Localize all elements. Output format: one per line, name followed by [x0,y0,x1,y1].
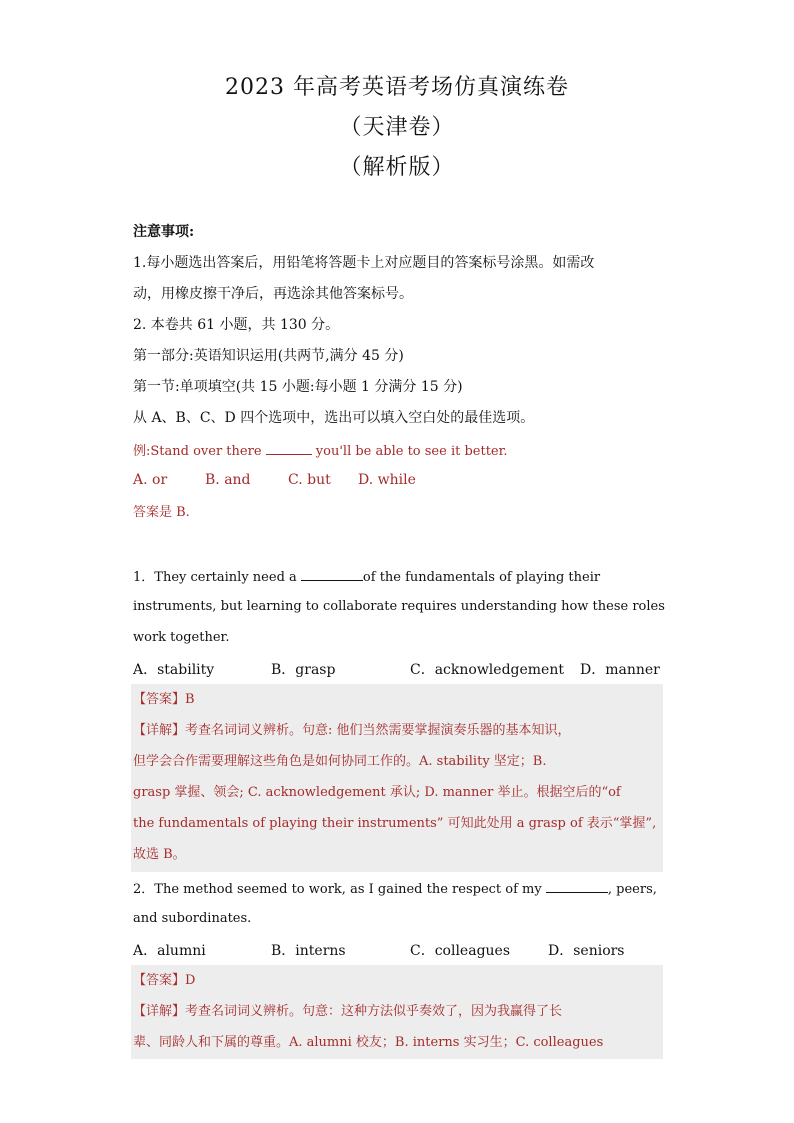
question-1-analysis-box [131,684,663,872]
question-2-answer: 【答案】D [133,973,196,988]
question-1-stem-a: 1．They certainly need a [133,570,297,585]
question-1-explain-line4: the fundamentals of playing their instruments” 可知此处用 a grasp of 表示“掌握”, [133,816,657,831]
question-2-option-a: A．alumni [133,943,206,959]
question-2-stem-line1 [133,878,657,900]
example-stem [133,440,508,462]
question-1-explain-line5: 故选 B。 [133,847,186,862]
question-2-explain-line2: 辈、同龄人和下属的尊重。A. alumni 校友；B. interns 实习生；C. colleagues [133,1035,604,1050]
example-blank [266,440,312,455]
question-2-stem-line2: and subordinates. [133,911,252,926]
example-stem-b: you'll be able to see it better. [315,444,508,459]
example-stem-a: Stand over there [150,444,262,459]
page-subtitle-region: （天津卷） [339,115,455,140]
question-1-option-a: A．stability [133,662,215,678]
example-option-b: B. and [205,472,251,488]
question-2-explain-line1: 【详解】考查名词词义辨析。句意：这种方法似乎奏效了，因为我赢得了长 [133,1004,563,1019]
question-1-stem-line2: instruments, but learning to collaborate requires understanding how these roles [133,599,665,614]
question-2-option-c: C．colleagues [410,943,511,959]
example-option-c: C. but [288,472,331,488]
notice-item2: 2. 本卷共 61 小题，共 130 分。 [133,317,340,333]
page-title: 2023 年高考英语考场仿真演练卷 [225,75,569,100]
question-1-answer: 【答案】B [133,692,195,707]
notice-heading: 注意事项: [133,224,195,240]
question-1-stem-line3: work together. [133,630,230,645]
example-prefix: 例: [133,444,151,459]
question-2-stem-b: , peers, [607,882,657,897]
question-1-option-d: D．manner [580,662,660,678]
question-1-explain-line2: 但学会合作需要理解这些角色是如何协同工作的。A. stability 坚定；B. [133,754,547,769]
question-1-explain-line3: grasp 掌握、领会; C. acknowledgement 承认; D. manner 举止。根据空后的“of [133,785,621,800]
example-option-d: D. while [358,472,416,488]
part1-heading: 第一部分:英语知识运用(共两节,满分 45 分) [133,348,404,364]
page-subtitle-version: （解析版） [339,155,455,180]
example-option-a: A. or [133,472,168,488]
question-1-stem-line1 [133,566,600,588]
question-2-option-d: D．seniors [548,943,625,959]
question-1-blank [301,566,363,581]
question-2-blank [546,878,608,893]
question-2-option-b: B．interns [271,943,346,959]
question-1-option-c: C．acknowledgement [410,662,564,678]
question-2-stem-a: 2．The method seemed to work, as I gained the respect of my [133,882,542,897]
section1-heading: 第一节:单项填空(共 15 小题:每小题 1 分满分 15 分) [133,379,463,395]
notice-item1-line2: 动，用橡皮擦干净后，再选涂其他答案标号。 [133,286,413,302]
example-answer: 答案是 B. [133,505,190,520]
question-1-option-b: B．grasp [271,662,336,678]
section1-instruction: 从 A、B、C、D 四个选项中，选出可以填入空白处的最佳选项。 [133,410,535,426]
question-1-stem-b: of the fundamentals of playing their [362,570,601,585]
notice-item1-line1: 1.每小题选出答案后，用铅笔将答题卡上对应题目的答案标号涂黑。如需改 [133,255,595,271]
question-1-explain-line1: 【详解】考查名词词义辨析。句意: 他们当然需要掌握演奏乐器的基本知识， [133,723,571,738]
